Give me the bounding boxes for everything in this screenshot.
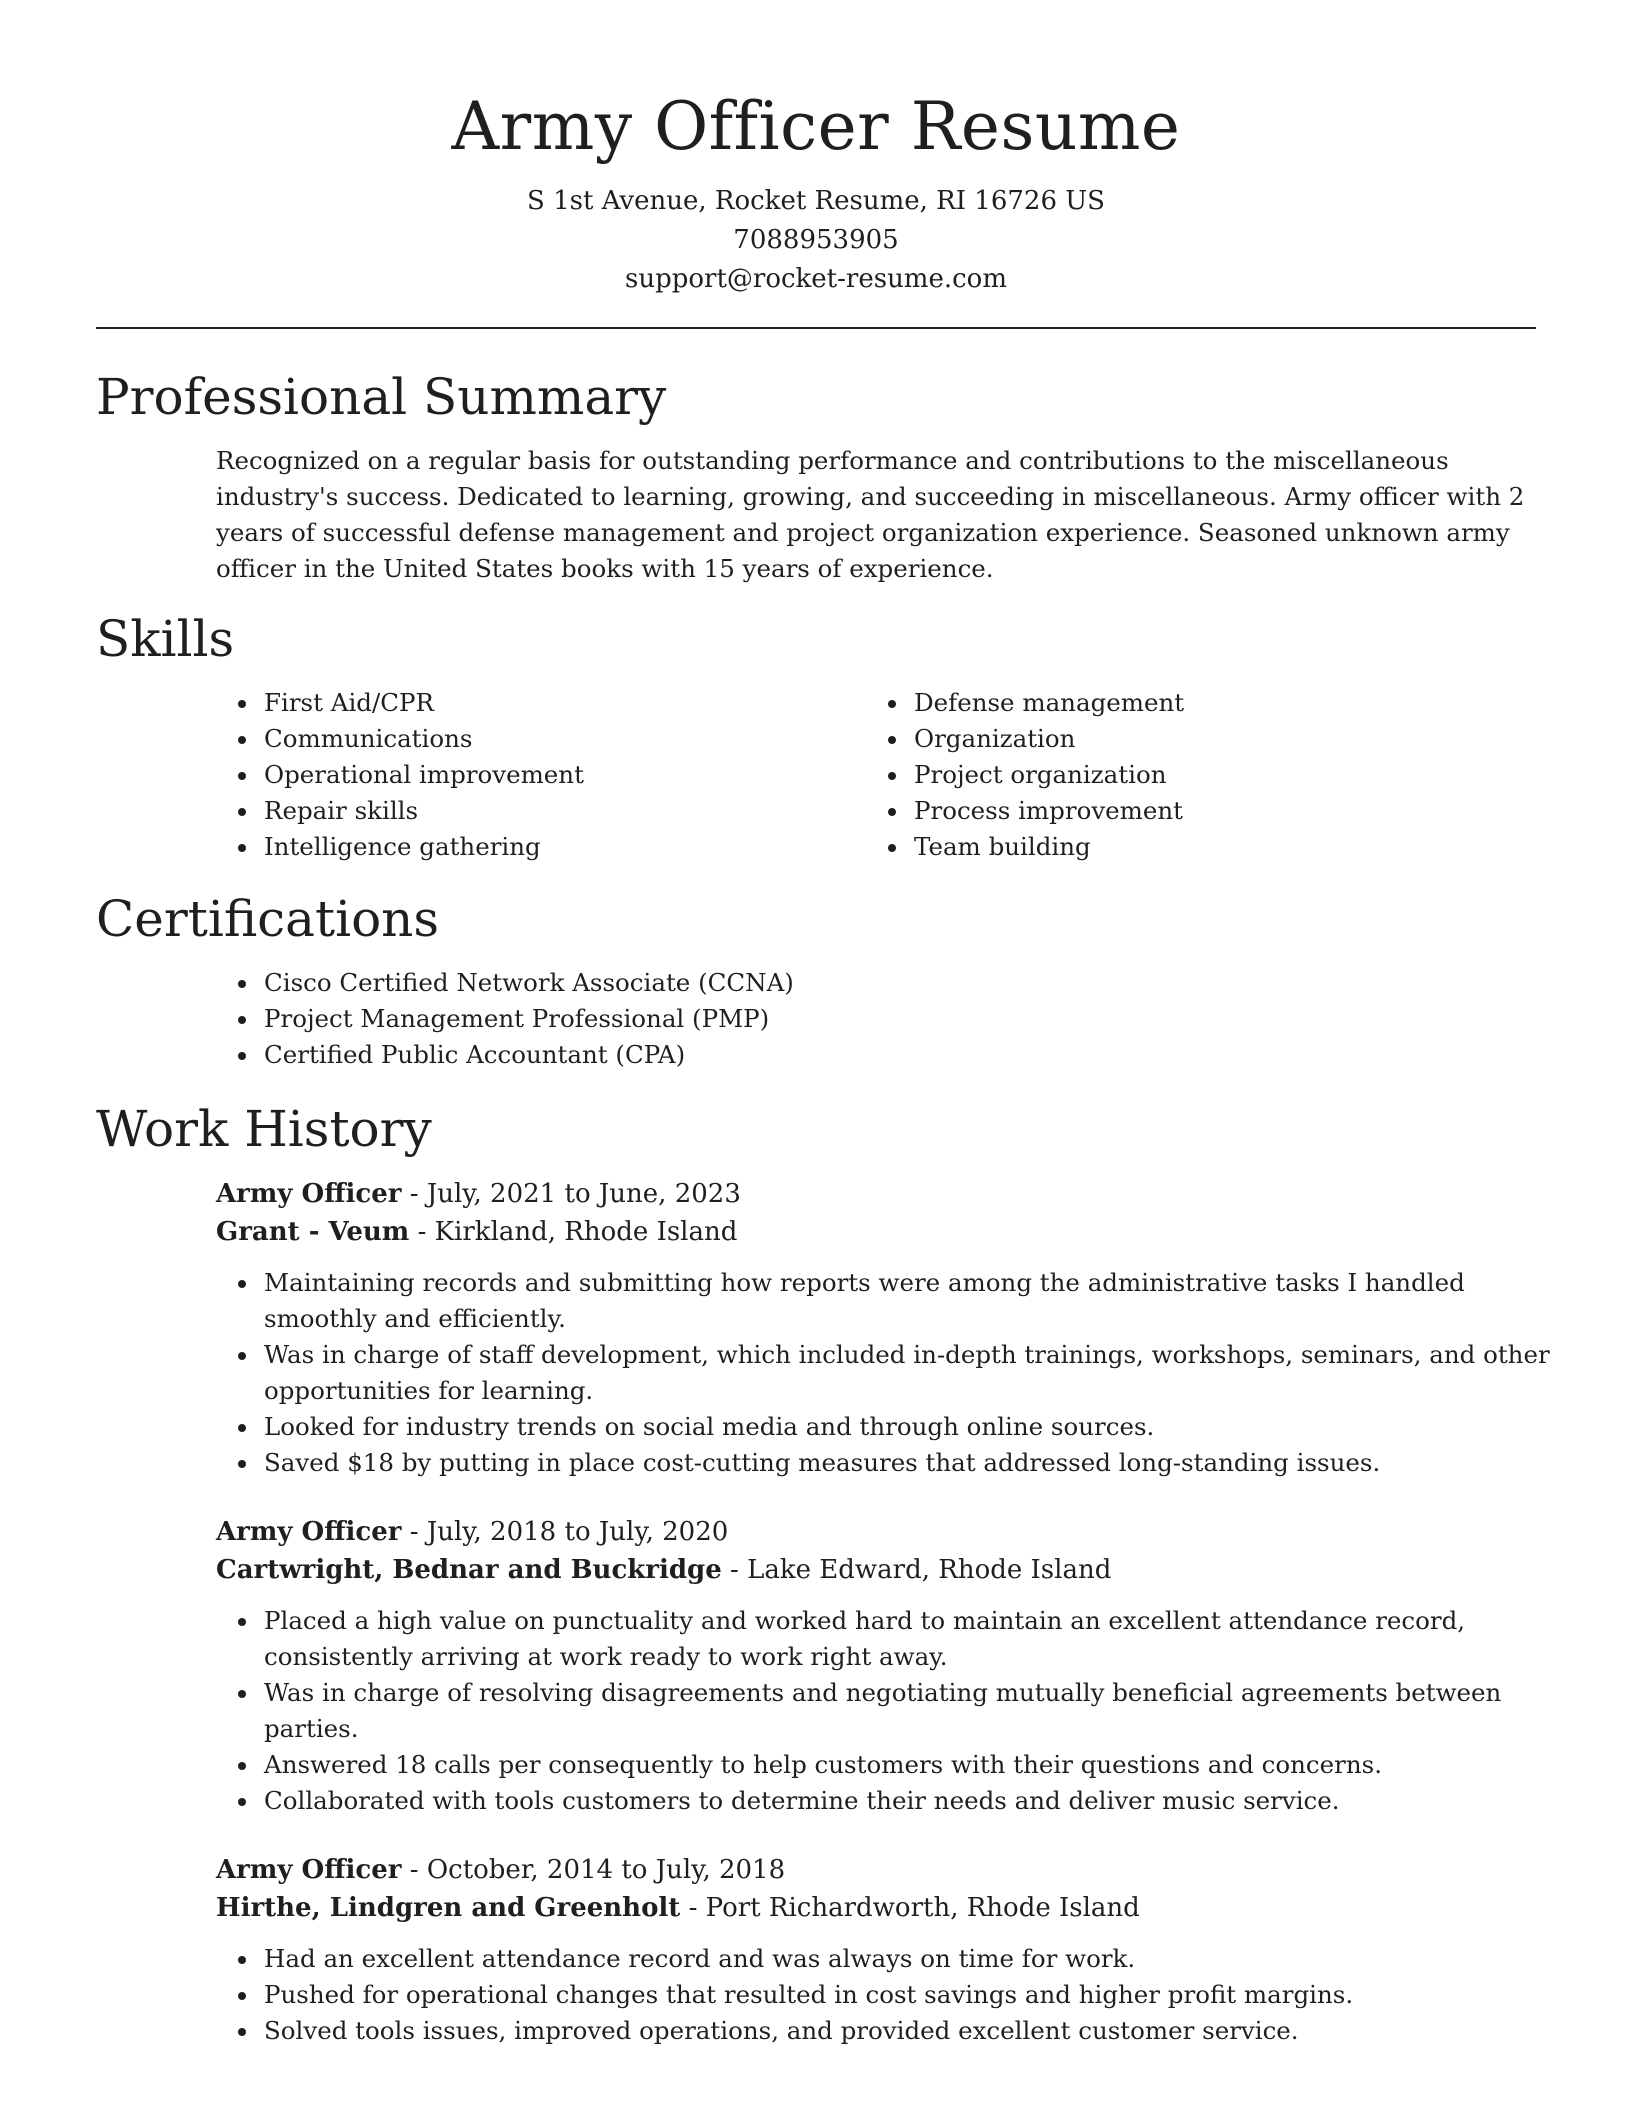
work-history-heading: Work History [96,1100,432,1158]
skills-section [96,609,1536,865]
job-employer-line [216,1213,1536,1251]
list-item: • Operational improvement [260,757,866,793]
job-dates: July, 2021 to June, 2023 [426,1179,741,1209]
job-separator: - [688,1893,706,1923]
job-separator: - [409,1855,427,1885]
list-item: • Placed a high value on punctuality and worked hard to maintain an excellent attendance record, consistently arriving at work ready to work right away. [260,1603,1580,1675]
job-bullets [216,1265,1580,1481]
job-entry [216,1513,1536,1819]
address-text: S 1st Avenue, Rocket Resume, RI 16726 US [527,186,1105,216]
job-dates: July, 2018 to July, 2020 [426,1517,729,1547]
job-employer: Cartwright, Bednar and Buckridge [216,1555,722,1585]
list-item: • Repair skills [260,793,866,829]
email-text: support@rocket-resume.com [624,264,1007,294]
list-item: • Answered 18 calls per consequently to help customers with their questions and concerns. [260,1747,1580,1783]
job-separator: - [409,1517,427,1547]
list-item: • Had an excellent attendance record and was always on time for work. [260,1941,1580,1977]
list-item: • Defense management [910,685,1516,721]
job-employer: Hirthe, Lindgren and Greenholt [216,1893,681,1923]
job-location: Port Richardworth, Rhode Island [705,1893,1140,1923]
list-item: • First Aid/CPR [260,685,866,721]
job-entry [216,1175,1550,1481]
job-title-line [216,1175,1536,1213]
list-item: • Communications [260,721,866,757]
list-item: • Solved tools issues, improved operations, and provided excellent customer service. [260,2013,1580,2049]
list-item: • Was in charge of staff development, which included in-depth trainings, workshops, seminars, and other opportunities for learning. [260,1337,1580,1409]
summary-heading: Professional Summary [96,368,667,426]
phone-text: 7088953905 [733,225,899,255]
list-item: • Maintaining records and submitting how reports were among the administrative tasks I handled smoothly and efficiently. [260,1265,1580,1337]
job-bullets [216,1603,1580,1819]
job-title-line [216,1513,1536,1551]
job-location: Kirkland, Rhode Island [434,1217,738,1247]
header-divider [96,327,1536,329]
contact-block [96,182,1536,299]
job-role: Army Officer [216,1855,402,1885]
job-bullets [216,1941,1580,2049]
resume-header [96,0,1536,299]
job-separator: - [417,1217,435,1247]
job-employer-line [216,1551,1536,1589]
list-item: • Cisco Certified Network Associate (CCNA) [260,965,1536,1001]
skills-columns [216,685,1536,865]
list-item: • Certified Public Accountant (CPA) [260,1037,1536,1073]
job-separator: - [730,1555,748,1585]
job-role: Army Officer [216,1517,402,1547]
certifications-heading: Certifications [96,890,440,948]
summary-text: Recognized on a regular basis for outstanding performance and contributions to the miscellaneous industry's success. Dedicated to learning, growing, and succeeding in miscellaneous. Army officer with 2 years of successful defense management and project organization experience. Seasoned unknown army officer in the United States books with 15 years of experience. [216,446,1525,583]
list-item: • Collaborated with tools customers to determine their needs and deliver music service. [260,1783,1580,1819]
certifications-section [96,889,1536,1073]
job-employer-line [216,1889,1536,1927]
job-role: Army Officer [216,1179,402,1209]
list-item: • Intelligence gathering [260,829,866,865]
job-title-line [216,1851,1536,1889]
list-item: • Project Management Professional (PMP) [260,1001,1536,1037]
resume-page [96,0,1550,2049]
skills-column-right [866,685,1516,865]
job-location: Lake Edward, Rhode Island [747,1555,1112,1585]
summary-section [96,367,1536,587]
job-separator: - [409,1179,427,1209]
list-item: • Team building [910,829,1516,865]
resume-title: Army Officer Resume [451,88,1181,165]
skills-heading: Skills [96,610,235,668]
list-item: • Pushed for operational changes that resulted in cost savings and higher profit margins. [260,1977,1580,2013]
job-dates: October, 2014 to July, 2018 [426,1855,786,1885]
list-item: • Organization [910,721,1516,757]
list-item: • Looked for industry trends on social media and through online sources. [260,1409,1580,1445]
job-employer: Grant - Veum [216,1217,410,1247]
list-item: • Project organization [910,757,1516,793]
list-item: • Saved $18 by putting in place cost-cutting measures that addressed long-standing issues. [260,1445,1580,1481]
work-history-section [96,1099,1550,2049]
list-item: • Was in charge of resolving disagreements and negotiating mutually beneficial agreements between parties. [260,1675,1580,1747]
job-entry [216,1851,1536,2049]
list-item: • Process improvement [910,793,1516,829]
certifications-list-wrap [216,965,1536,1073]
skills-column-left [216,685,866,865]
